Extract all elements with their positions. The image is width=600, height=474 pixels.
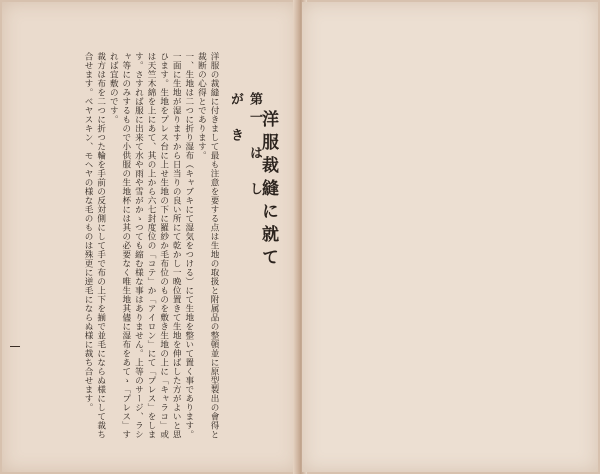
body-text: [8, 52, 220, 440]
section-heading: 第一 は し が き: [228, 92, 262, 218]
paragraph-fabric: 一、生地は二つに折り湿布（キャブキにて湿気をつける）にて生地を整いて置く事であります。一面に生地が湿りますから日当りの良い所にて乾かし一晩位置きて生地を伸ばした方がよいと思ひます。生地をプレス台に上せ生地の下に羅紗か毛布位のものを敷き生地の上に「キャラコ」或は天竺木綿を上にあて、其の上から六七封度位の「コテ」か「アイロン」にて「プレス」をします。さすれば服に出来て水や雨や雪がかゝつても縮む様な事はありません。上等のサージ、ラシャ等にのみするもので小供服の生地杯には其の必要なく唯生地其儘に湿布をあてゝ「プレス」すれば宜敷のです。: [108, 52, 194, 439]
chapter-title: 洋服裁縫に就て: [258, 110, 278, 271]
page-number: [10, 346, 20, 347]
paragraph-intro: 洋服の裁縫に付きまして最も注意を要する点は生地の取扱と附属品の整頓並に原型製出の會得と裁断の心得とであります。: [196, 52, 219, 439]
left-page: [2, 2, 298, 472]
right-page-blank: [302, 2, 598, 472]
paragraph-cutting: 裁方は布を二つに折つた輪を手前の反対側にして手で布の上下を揃で並毛にならぬ様にして裁ち合せます。ベヤスキン、モヘヤの様な毛のものは殊更に逆毛にならぬ様に裁ち合せます。: [83, 52, 106, 439]
